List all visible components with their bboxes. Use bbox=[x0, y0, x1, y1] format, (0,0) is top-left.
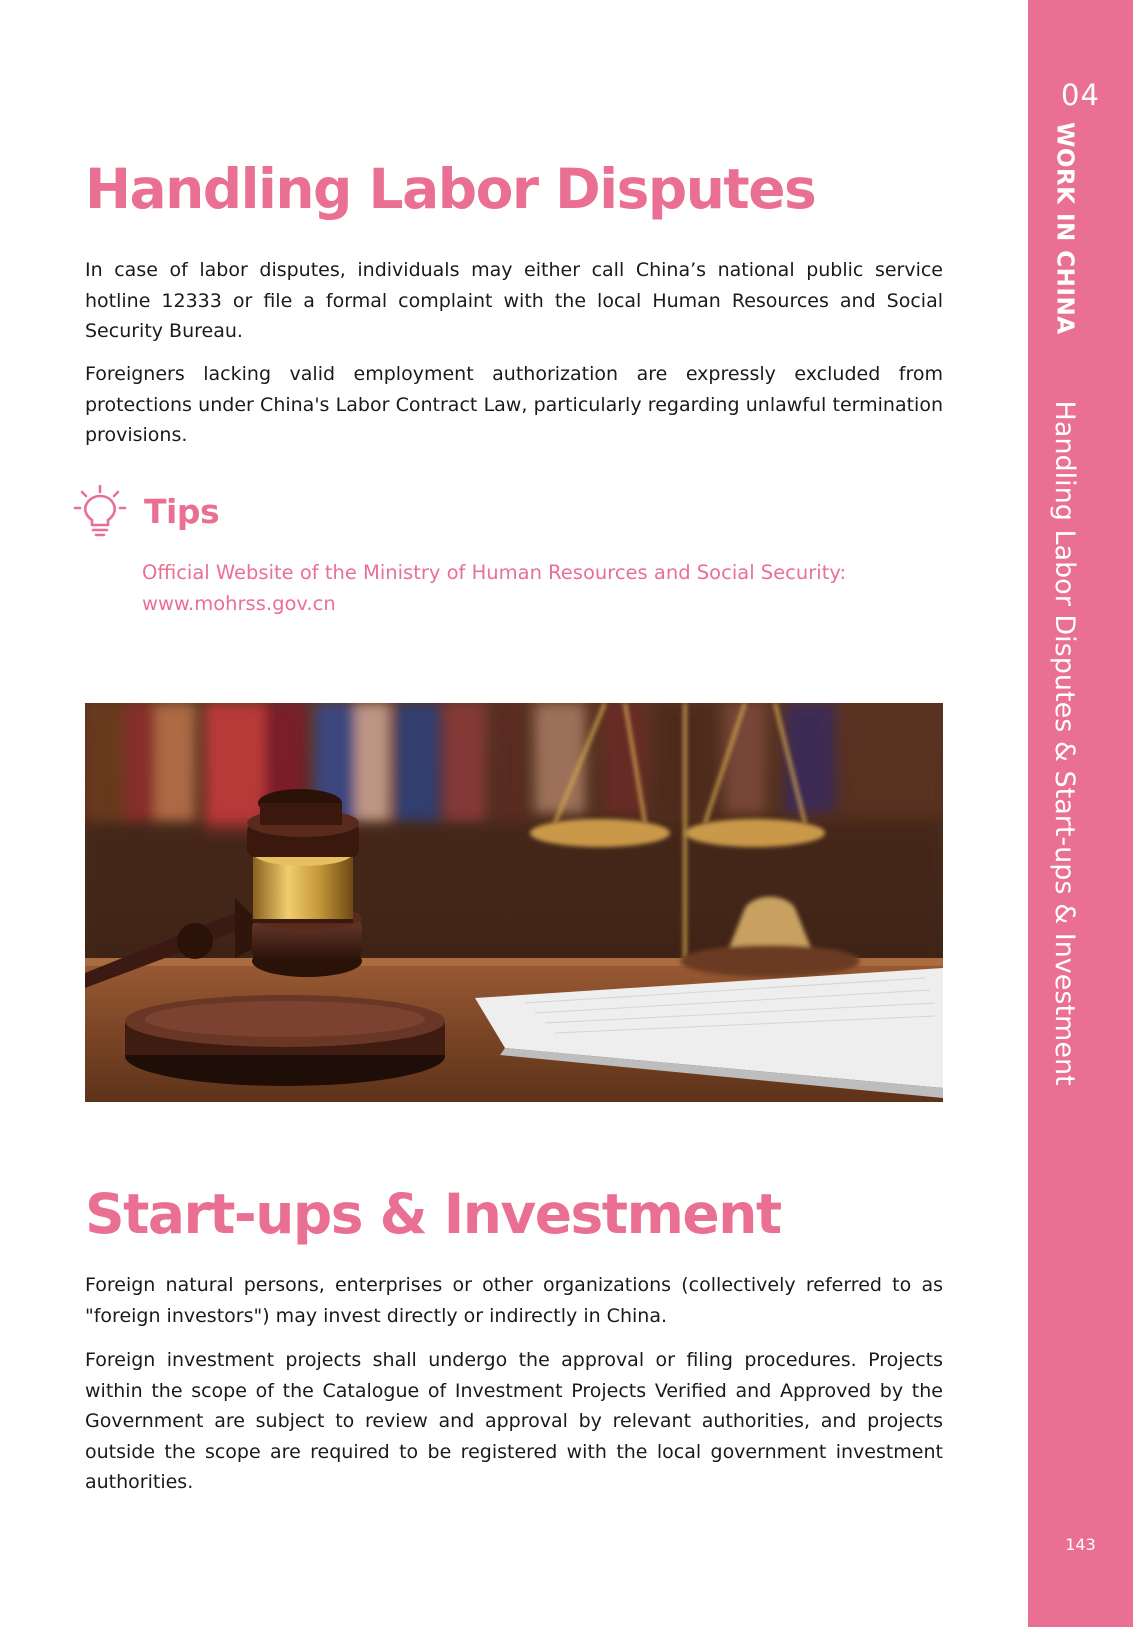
tips-title: Tips bbox=[144, 492, 220, 531]
tips-website-link[interactable]: www.mohrss.gov.cn bbox=[142, 591, 336, 615]
labor-disputes-heading: Handling Labor Disputes bbox=[85, 157, 816, 221]
page-number: 143 bbox=[1065, 1535, 1096, 1554]
tips-line-ministry: Official Website of the Ministry of Human Resources and Social Security: bbox=[142, 561, 847, 584]
section-label: WORK IN CHINA bbox=[1051, 122, 1078, 335]
investment-paragraph-2: Foreign investment projects shall undergo the approval or filing procedures. Projects within the scope of the Catalogue of Investment Projects Verified and Approved by the Government are subject to review and approval by relevant authorities, and projects outside the scope are required to be registered with the local government investment authorities. bbox=[85, 1349, 943, 1493]
chapter-sidebar bbox=[1028, 0, 1133, 1627]
lightbulb-icon bbox=[72, 484, 128, 540]
labor-paragraph-2: Foreigners lacking valid employment authorization are expressly excluded from protections under China's Labor Contract Law, particularly regarding unlawful termination provisions. bbox=[85, 363, 943, 446]
topic-label: Handling Labor Disputes & Start-ups & Investment bbox=[1049, 400, 1080, 1086]
gavel-scales-photo bbox=[85, 703, 943, 1102]
tips-text bbox=[142, 558, 942, 619]
investment-heading: Start-ups & Investment bbox=[85, 1182, 781, 1246]
labor-paragraph-1: In case of labor disputes, individuals may either call China’s national public service hotline 12333 or file a formal complaint with the local Human Resources and Social Security Bureau. bbox=[85, 259, 943, 342]
sidebar-vertical-title bbox=[1049, 122, 1080, 1086]
chapter-number: 04 bbox=[1061, 78, 1100, 112]
investment-paragraph-1: Foreign natural persons, enterprises or other organizations (collectively referred to as "foreign investors") may invest directly or indirectly in China. bbox=[85, 1274, 943, 1327]
